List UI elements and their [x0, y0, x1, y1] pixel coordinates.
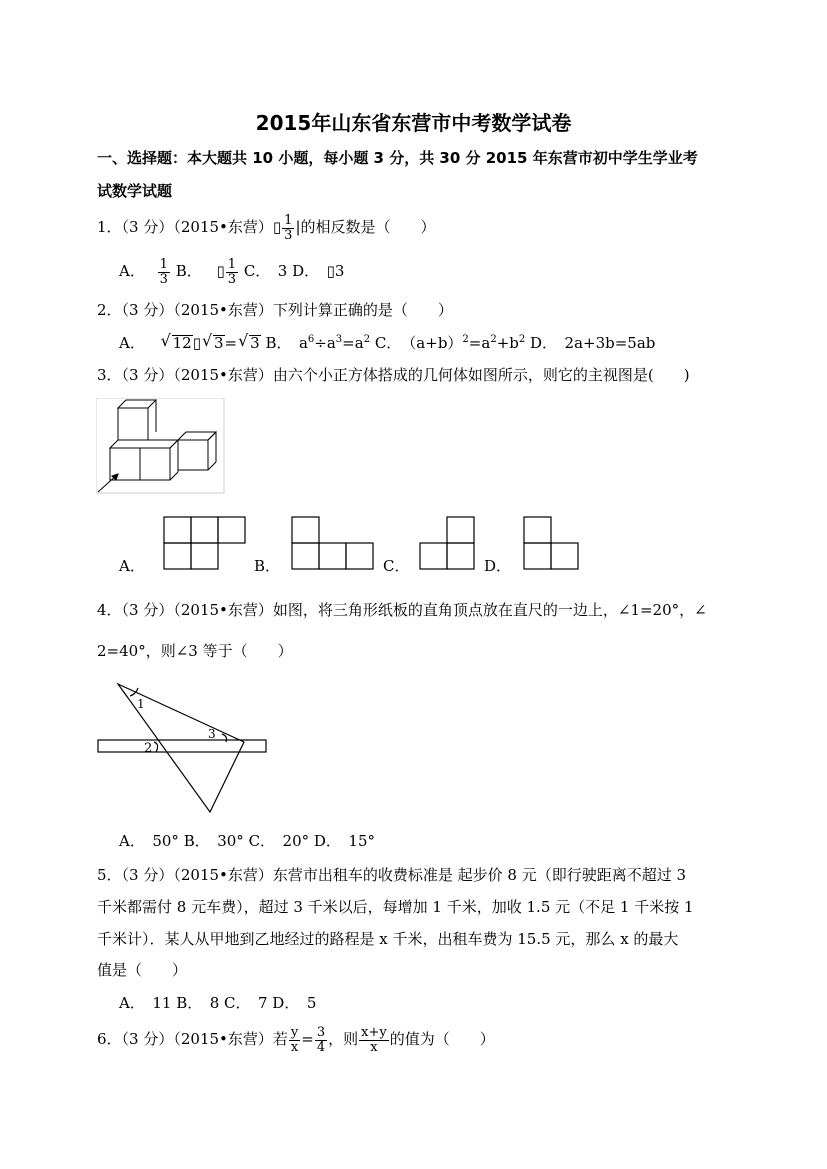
q6-fraction-xy-over-x	[359, 1026, 389, 1054]
q2-c-exp2: 2	[490, 334, 497, 345]
q3-option-d-label: D．	[484, 557, 512, 575]
q4-options: A． 50° B． 30° C． 20° D． 15°	[119, 832, 376, 850]
q1-box: ▯	[272, 218, 282, 237]
q4-triangle-ruler-figure	[96, 680, 271, 815]
q1-option-b-fraction	[226, 258, 238, 286]
q1-option-a-fraction	[158, 258, 170, 286]
q6-f2-den: 4	[316, 1039, 326, 1055]
q2-box: ▯	[192, 334, 201, 352]
q3-cube-figure	[96, 398, 226, 494]
q1-option-a-label: A．	[119, 262, 145, 281]
question-1: 1．（3 分）（2015•东营）▯ $\frac{1}{3}$ |的相反数是（ ）	[97, 213, 436, 243]
question-5-line1: 5．（3 分）（2015•东营）东营市出租车的收费标准是 起步价 8 元（即行驶距离不超过 3	[97, 866, 687, 884]
q6-suffix: 的值为（ ）	[389, 1030, 495, 1049]
q4-label-2: 2	[144, 741, 153, 756]
q2-options	[119, 335, 655, 351]
q1-prefix: 1．（3 分）（2015•东营）	[97, 218, 273, 237]
q3-option-c-figure	[416, 514, 480, 572]
question-4-line2: 2=40°，则∠3 等于（ ）	[97, 642, 293, 660]
q4-label-1: 1	[137, 697, 145, 711]
question-5-line4: 值是（ ）	[97, 961, 188, 979]
q1-a-num: 1	[159, 257, 168, 272]
q3-option-d-figure	[520, 514, 584, 572]
q2-option-b: B． a	[265, 334, 308, 352]
q2-c-mid: =a	[468, 334, 491, 352]
q1-option-cd: C． 3 D． ▯3	[243, 262, 345, 281]
q1-options	[119, 258, 344, 286]
q2-option-a-label: A．	[119, 334, 145, 352]
q2-eq: =	[224, 334, 238, 352]
q3-option-c-label: C．	[383, 557, 410, 575]
q3-option-a-figure	[158, 514, 250, 572]
q2-c-exp3: 2	[518, 334, 526, 345]
q2-b-exp3: 2	[363, 334, 371, 345]
q1-fraction	[282, 214, 294, 242]
q6-mid: ，则	[328, 1030, 359, 1049]
page-title: 2015年山东省东营市中考数学试卷	[255, 111, 572, 135]
q1-option-b-label: B．	[175, 262, 202, 281]
q3-option-b-label: B．	[254, 557, 281, 575]
q1-option-b-box: ▯	[216, 262, 225, 281]
q1-suffix: 的相反数是（ ）	[300, 218, 436, 237]
q2-b-mid2: =a	[342, 334, 364, 352]
q1-b-den: 3	[227, 271, 237, 287]
q6-prefix: 6．（3 分）（2015•东营）若	[97, 1030, 288, 1049]
q6-f1-num: y	[290, 1025, 299, 1040]
q2-b-exp2: 3	[335, 334, 343, 345]
section-heading-line1: 一、选择题：本大题共 10 小题，每小题 3 分，共 30 分 2015 年东营市初中学生学业考	[97, 149, 698, 167]
q6-f2-num: 3	[316, 1025, 326, 1040]
q2-b-mid: ÷a	[314, 334, 336, 352]
q2-option-d: D． 2a+3b=5ab	[525, 334, 656, 352]
q6-f1-den: x	[290, 1039, 299, 1055]
q2-c-exp1: 2	[462, 334, 469, 345]
question-3: 3．（3 分）（2015•东营）由六个小正方体搭成的几何体如图所示，则它的主视图是( )	[97, 366, 690, 384]
q6-eq: =	[301, 1030, 314, 1049]
question-2: 2．（3 分）（2015•东营）下列计算正确的是（ ）	[97, 301, 453, 319]
q5-options: A． 11 B． 8 C． 7 D． 5	[119, 994, 317, 1012]
q6-fraction-3-over-4	[315, 1026, 327, 1054]
q2-option-c: C． （a+b）	[370, 334, 463, 352]
q1-frac-den: 3	[284, 227, 293, 243]
q2-sqrt-3a: √ 3	[213, 335, 225, 351]
q2-sqrt-3b: √ 3	[249, 335, 261, 351]
question-6	[97, 1026, 495, 1054]
section-heading-line2: 试数学试题	[97, 182, 173, 200]
q3-option-b-figure	[288, 514, 378, 572]
question-5-line2: 千米都需付 8 元车费），超过 3 千米以后，每增加 1 千米，加收 1.5 元（不足 1 千米按 1	[97, 898, 694, 916]
q1-b-num: 1	[227, 257, 237, 272]
q6-f3-num: x+y	[361, 1025, 387, 1040]
question-4-line1: 4．（3 分）（2015•东营）如图，将三角形纸板的直角顶点放在直尺的一边上，∠1=20°，∠	[97, 601, 707, 619]
question-5-line3: 千米计）．某人从甲地到乙地经过的路程是 x 千米，出租车费为 15.5 元，那么 x 的最大	[97, 930, 679, 948]
q1-a-den: 3	[159, 271, 168, 287]
q1-frac-num: 1	[284, 213, 293, 228]
q3-option-a-label: A．	[119, 557, 145, 575]
q6-f3-den: x	[370, 1039, 378, 1055]
q2-c-mid2: +b	[496, 334, 519, 352]
q2-sqrt-12: √ 12	[172, 335, 193, 351]
q6-fraction-y-over-x	[289, 1026, 300, 1054]
q2-b-exp1: 6	[307, 334, 315, 345]
q4-label-3: 3	[208, 727, 216, 741]
